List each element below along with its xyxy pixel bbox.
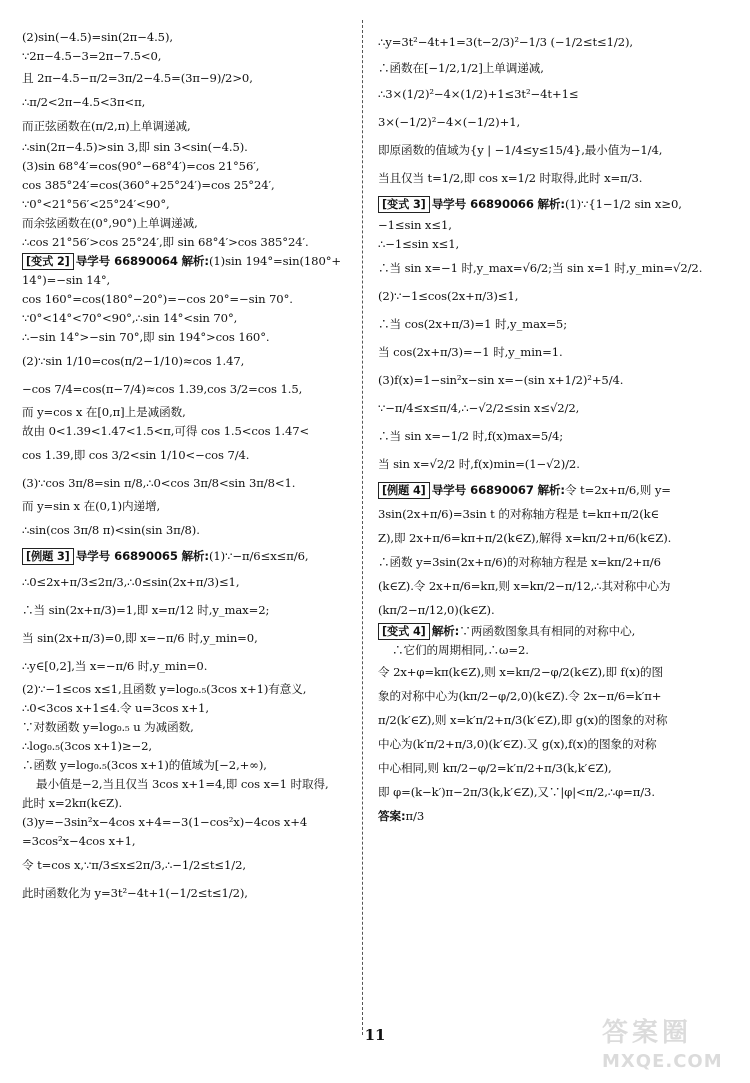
line-text: 最小值是−2,当且仅当 3cos x+1=4,即 cos x=1 时取得, bbox=[36, 777, 329, 791]
text-line bbox=[378, 366, 730, 394]
text-line bbox=[22, 624, 352, 652]
text-line bbox=[22, 403, 352, 422]
line-text: 令 t=cos x,∵π/3≤x≤2π/3,∴−1/2≤t≤1/2, bbox=[22, 858, 246, 872]
example-label: [变式 2] bbox=[22, 253, 74, 270]
line-text: 令 2x+φ=kπ(k∈Z),则 x=kπ/2−φ/2(k∈Z),即 f(x)的图 bbox=[378, 665, 663, 679]
line-text: (3)sin 68°4′=cos(90°−68°4′)=cos 21°56′, bbox=[22, 159, 260, 173]
text-line bbox=[22, 309, 352, 328]
text-line bbox=[378, 28, 730, 56]
text-line bbox=[22, 544, 352, 568]
text-line bbox=[378, 684, 730, 708]
text-line bbox=[22, 47, 352, 66]
line-text: (3)y=−3sin²x−4cos x+4=−3(1−cos²x)−4cos x+4 bbox=[22, 815, 308, 829]
text-line bbox=[378, 598, 730, 622]
text-line bbox=[22, 195, 352, 214]
line-text: 14°)=−sin 14°, bbox=[22, 273, 111, 287]
line-text: ∵0°<14°<70°<90°,∴sin 14°<sin 70°, bbox=[22, 311, 238, 325]
text-line bbox=[22, 832, 352, 851]
line-text: 而 y=cos x 在[0,π]上是减函数, bbox=[22, 405, 186, 419]
text-line bbox=[378, 164, 730, 192]
page-number: 11 bbox=[364, 1026, 386, 1044]
text-line bbox=[22, 214, 352, 233]
text-line bbox=[22, 568, 352, 596]
analysis-tag: 解析: bbox=[181, 254, 209, 268]
line-text: ∵对数函数 y=log₀.₅ u 为减函数, bbox=[22, 720, 194, 734]
text-line bbox=[22, 813, 352, 832]
text-line bbox=[378, 216, 730, 235]
watermark-logo bbox=[602, 1012, 742, 1078]
text-line bbox=[22, 252, 352, 271]
text-line bbox=[22, 516, 352, 544]
line-text: Z),即 2x+π/6=kπ+π/2(k∈Z),解得 x=kπ/2+π/6(k∈Z). bbox=[378, 531, 672, 545]
example-label: [例题 4] bbox=[378, 482, 430, 499]
guide-number: 导学号 66890064 bbox=[75, 254, 178, 268]
text-line bbox=[378, 550, 730, 574]
text-line bbox=[378, 732, 730, 756]
text-line bbox=[378, 338, 730, 366]
line-text: ∴当 sin x=−1/2 时,f(x)max=5/4; bbox=[378, 429, 564, 443]
line-text: ∴函数在[−1/2,1/2]上单调递减, bbox=[378, 61, 544, 75]
line-text: ∴sin(cos 3π/8 π)<sin(sin 3π/8). bbox=[22, 523, 200, 537]
line-text: 当且仅当 t=1/2,即 cos x=1/2 时取得,此时 x=π/3. bbox=[378, 171, 643, 185]
line-text: ∴y∈[0,2],当 x=−π/6 时,y_min=0. bbox=[22, 659, 208, 673]
line-text: −cos 7/4=cos(π−7/4)≈cos 1.39,cos 3/2=cos 1.5, bbox=[22, 382, 303, 396]
line-text: ∴它们的周期相同,∴ω=2. bbox=[392, 643, 529, 657]
line-text: (kπ/2−π/12,0)(k∈Z). bbox=[378, 603, 495, 617]
line-text: 即原函数的值域为{y | −1/4≤y≤15/4},最小值为−1/4, bbox=[378, 143, 663, 157]
text-line bbox=[378, 780, 730, 804]
text-line bbox=[22, 375, 352, 403]
text-line bbox=[22, 879, 352, 907]
text-line bbox=[22, 271, 352, 290]
example-label: [例题 3] bbox=[22, 548, 74, 565]
text-line bbox=[378, 254, 730, 282]
line-text: (3)∵cos 3π/8=sin π/8,∴0<cos 3π/8<sin 3π/8<1. bbox=[22, 476, 296, 490]
line-text: ∴log₀.₅(3cos x+1)≥−2, bbox=[22, 739, 153, 753]
line-text: ∴0<3cos x+1≤4.令 u=3cos x+1, bbox=[22, 701, 209, 715]
analysis-tag: 解析: bbox=[181, 549, 209, 563]
line-text: 而正弦函数在(π/2,π)上单调递减, bbox=[22, 119, 191, 133]
text-line bbox=[378, 108, 730, 136]
line-text: ∴−1≤sin x≤1, bbox=[378, 237, 460, 251]
line-text: ∵−π/4≤x≤π/4,∴−√2/2≤sin x≤√2/2, bbox=[378, 401, 580, 415]
line-text: (2)∵sin 1/10=cos(π/2−1/10)≈cos 1.47, bbox=[22, 354, 245, 368]
line-text: 当 sin(2x+π/3)=0,即 x=−π/6 时,y_min=0, bbox=[22, 631, 258, 645]
watermark-line2: MXQE.COM bbox=[602, 1051, 723, 1072]
line-text: (1)∵{1−1/2 sin x≥0, bbox=[564, 197, 682, 211]
line-text: 故由 0<1.39<1.47<1.5<π,可得 cos 1.5<cos 1.47< bbox=[22, 424, 310, 438]
line-text: 象的对称中心为(kπ/2−φ/2,0)(k∈Z).令 2x−π/6=k′π+ bbox=[378, 689, 662, 703]
text-line bbox=[22, 794, 352, 813]
column-divider bbox=[362, 20, 363, 1035]
guide-number: 导学号 66890067 bbox=[431, 483, 534, 497]
line-text: 当 sin x=√2/2 时,f(x)min=(1−√2)/2. bbox=[378, 457, 580, 471]
text-line bbox=[378, 422, 730, 450]
text-line bbox=[22, 90, 352, 114]
text-line bbox=[378, 192, 730, 216]
text-line bbox=[378, 641, 730, 660]
line-text: ∴π/2<2π−4.5<3π<π, bbox=[22, 95, 146, 109]
text-line bbox=[22, 176, 352, 195]
text-line bbox=[378, 136, 730, 164]
line-text: 当 cos(2x+π/3)=−1 时,y_min=1. bbox=[378, 345, 563, 359]
line-text: 中心为(k′π/2+π/3,0)(k′∈Z).又 g(x),f(x)的图象的对称 bbox=[378, 737, 657, 751]
text-line bbox=[22, 157, 352, 176]
text-line bbox=[22, 737, 352, 756]
guide-number: 导学号 66890065 bbox=[75, 549, 178, 563]
text-line bbox=[22, 718, 352, 737]
text-line bbox=[22, 28, 352, 47]
line-text: =3cos²x−4cos x+1, bbox=[22, 834, 136, 848]
line-text: (2)∵−1≤cos x≤1,且函数 y=log₀.₅(3cos x+1)有意义, bbox=[22, 682, 307, 696]
line-text: (1)sin 194°=sin(180°+ bbox=[208, 254, 342, 268]
text-line bbox=[378, 756, 730, 780]
text-line bbox=[378, 526, 730, 550]
line-text: 且 2π−4.5−π/2=3π/2−4.5=(3π−9)/2>0, bbox=[22, 71, 253, 85]
line-text: ∵两函数图象具有相同的对称中心, bbox=[459, 624, 636, 638]
text-line bbox=[378, 394, 730, 422]
line-text: (k∈Z).令 2x+π/6=kπ,则 x=kπ/2−π/12,∴其对称中心为 bbox=[378, 579, 671, 593]
text-line bbox=[378, 622, 730, 641]
line-text: 3sin(2x+π/6)=3sin t 的对称轴方程是 t=kπ+π/2(k∈ bbox=[378, 507, 660, 521]
text-line bbox=[378, 804, 730, 828]
analysis-tag: 解析: bbox=[431, 624, 460, 638]
guide-number: 导学号 66890066 bbox=[431, 197, 534, 211]
text-line bbox=[22, 775, 352, 794]
analysis-tag: 解析: bbox=[537, 483, 565, 497]
analysis-tag: 解析: bbox=[537, 197, 565, 211]
line-text: 3×(−1/2)²−4×(−1/2)+1, bbox=[378, 115, 521, 129]
line-text: 而余弦函数在(0°,90°)上单调递减, bbox=[22, 216, 198, 230]
text-line bbox=[378, 502, 730, 526]
watermark-line1: 答案圈 bbox=[602, 1018, 693, 1048]
text-line bbox=[22, 652, 352, 680]
line-text: 中心相同,则 kπ/2−φ/2=k′π/2+π/3(k,k′∈Z), bbox=[378, 761, 612, 775]
text-line bbox=[22, 233, 352, 252]
line-text: cos 1.39,即 cos 3/2<sin 1/10<−cos 7/4. bbox=[22, 448, 250, 462]
text-line bbox=[378, 450, 730, 478]
line-text: ∴当 sin(2x+π/3)=1,即 x=π/12 时,y_max=2; bbox=[22, 603, 270, 617]
text-line bbox=[22, 699, 352, 718]
text-line bbox=[378, 310, 730, 338]
text-line bbox=[22, 114, 352, 138]
line-text: cos 385°24′=cos(360°+25°24′)=cos 25°24′, bbox=[22, 178, 275, 192]
text-line bbox=[22, 680, 352, 699]
example-label: [变式 3] bbox=[378, 196, 430, 213]
line-text: ∴3×(1/2)²−4×(1/2)+1≤3t²−4t+1≤ bbox=[378, 87, 579, 101]
line-text: cos 160°=cos(180°−20°)=−cos 20°=−sin 70°. bbox=[22, 292, 293, 306]
right-column bbox=[378, 28, 730, 828]
line-text: 此时函数化为 y=3t²−4t+1(−1/2≤t≤1/2), bbox=[22, 886, 248, 900]
line-text: ∵0°<21°56′<25°24′<90°, bbox=[22, 197, 170, 211]
text-line bbox=[22, 851, 352, 879]
line-text: (2)∵−1≤cos(2x+π/3)≤1, bbox=[378, 289, 519, 303]
line-text: (3)f(x)=1−sin²x−sin x=−(sin x+1/2)²+5/4. bbox=[378, 373, 624, 387]
text-line bbox=[22, 441, 352, 469]
answer-label: 答案: bbox=[378, 809, 406, 823]
line-text: (1)∵−π/6≤x≤π/6, bbox=[208, 549, 309, 563]
line-text: (2)sin(−4.5)=sin(2π−4.5), bbox=[22, 30, 173, 44]
text-line bbox=[22, 138, 352, 157]
text-line bbox=[378, 574, 730, 598]
text-line bbox=[22, 596, 352, 624]
text-line bbox=[22, 756, 352, 775]
line-text: π/2(k′∈Z),则 x=k′π/2+π/3(k′∈Z),即 g(x)的图象的对称 bbox=[378, 713, 668, 727]
line-text: 令 t=2x+π/6,则 y= bbox=[564, 483, 671, 497]
line-text: π/3 bbox=[405, 809, 425, 823]
text-line bbox=[378, 660, 730, 684]
line-text: ∴函数 y=3sin(2x+π/6)的对称轴方程是 x=kπ/2+π/6 bbox=[378, 555, 661, 569]
line-text: 即 φ=(k−k′)π−2π/3(k,k′∈Z),又∵|φ|<π/2,∴φ=π/3. bbox=[378, 785, 655, 799]
line-text: ∴函数 y=log₀.₅(3cos x+1)的值域为[−2,+∞), bbox=[22, 758, 267, 772]
text-line bbox=[22, 66, 352, 90]
line-text: ∴sin(2π−4.5)>sin 3,即 sin 3<sin(−4.5). bbox=[22, 140, 248, 154]
text-line bbox=[378, 56, 730, 80]
line-text: 此时 x=2kπ(k∈Z). bbox=[22, 796, 123, 810]
text-line bbox=[22, 347, 352, 375]
text-line bbox=[22, 469, 352, 497]
line-text: 而 y=sin x 在(0,1)内递增, bbox=[22, 499, 161, 513]
text-line bbox=[378, 235, 730, 254]
text-line bbox=[378, 282, 730, 310]
line-text: ∴−sin 14°>−sin 70°,即 sin 194°>cos 160°. bbox=[22, 330, 270, 344]
line-text: ∴y=3t²−4t+1=3(t−2/3)²−1/3 (−1/2≤t≤1/2), bbox=[378, 35, 633, 49]
text-line bbox=[22, 422, 352, 441]
line-text: ∴当 cos(2x+π/3)=1 时,y_max=5; bbox=[378, 317, 568, 331]
text-line bbox=[22, 290, 352, 309]
text-line bbox=[378, 478, 730, 502]
text-line bbox=[378, 708, 730, 732]
line-text: ∴cos 21°56′>cos 25°24′,即 sin 68°4′>cos 385°24′. bbox=[22, 235, 309, 249]
text-line bbox=[22, 328, 352, 347]
line-text: −1≤sin x≤1, bbox=[378, 218, 452, 232]
text-line bbox=[378, 80, 730, 108]
line-text: ∴0≤2x+π/3≤2π/3,∴0≤sin(2x+π/3)≤1, bbox=[22, 575, 240, 589]
line-text: ∴当 sin x=−1 时,y_max=√6/2;当 sin x=1 时,y_min=√2/2. bbox=[378, 261, 703, 275]
text-line bbox=[22, 497, 352, 516]
example-label: [变式 4] bbox=[378, 623, 430, 640]
left-column bbox=[22, 28, 352, 907]
line-text: ∵2π−4.5−3=2π−7.5<0, bbox=[22, 49, 162, 63]
